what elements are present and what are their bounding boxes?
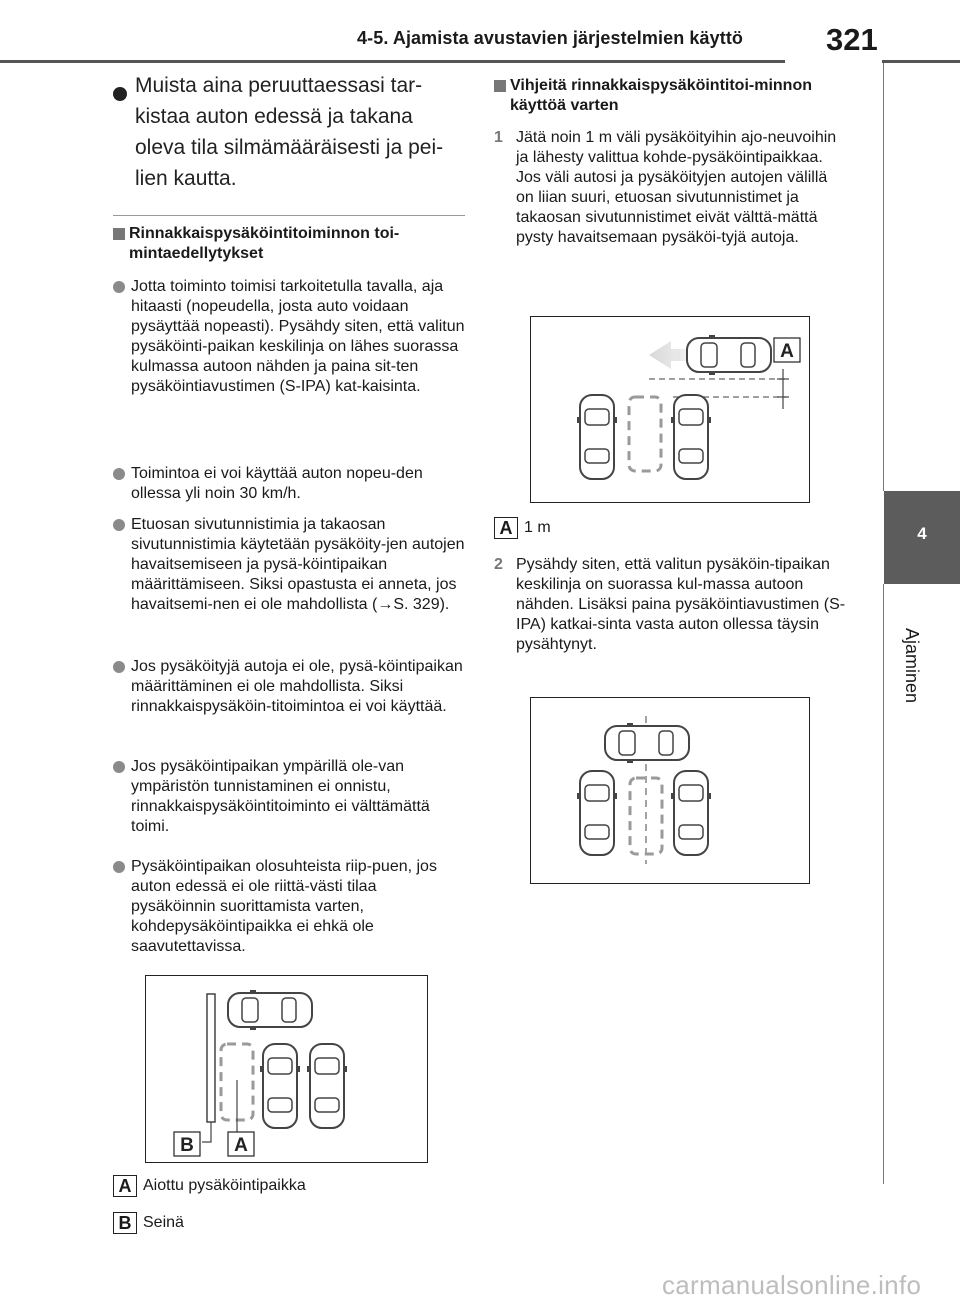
list-item: Jos pysäköintipaikan ympärillä ole-van ympäristön tunnistaminen ei onnistu, rinnakkaispysäköintitoiminto ei välttämättä toimi.	[113, 757, 465, 837]
divider	[113, 215, 465, 216]
figure-parking-wall	[145, 975, 428, 1163]
legend-key: B	[113, 1212, 137, 1234]
page-header	[0, 0, 960, 72]
perpendicular-illustration	[531, 698, 809, 883]
bullet-dot-icon	[113, 761, 125, 773]
parked-car	[307, 1044, 347, 1128]
list-item: Pysäköintipaikan olosuhteista riip-puen, jos auton edessä ei ole riittä-västi tilaa pysäköinnin suorittamista varten, kohdepysäköintipaikka ei ehkä ole saavutettavissa.	[113, 857, 465, 957]
target-space	[629, 397, 661, 471]
chapter-tab	[884, 491, 960, 584]
legend-key: A	[113, 1175, 137, 1197]
list-item: Toimintoa ei voi käyttää auton nopeu-den ollessa yli noin 30 km/h.	[113, 464, 465, 504]
step-number: 1	[494, 129, 503, 146]
distance-illustration	[531, 317, 809, 502]
parked-car	[577, 395, 617, 479]
step-number: 2	[494, 556, 503, 573]
bullet-dot-icon	[113, 861, 125, 873]
figure-perpendicular	[530, 697, 810, 884]
wall-shape	[207, 994, 215, 1122]
step-item	[494, 555, 849, 655]
legend-item	[113, 1175, 463, 1197]
label-b: B	[180, 1135, 194, 1156]
square-bullet-icon	[113, 228, 125, 240]
leader-line-b	[202, 1122, 211, 1142]
legend-text: Seinä	[143, 1214, 184, 1231]
bullet-dot-icon	[113, 281, 125, 293]
list-item: Etuosan sivutunnistimia ja takaosan sivutunnistimia käytetään pysäköity-jen autojen havaitsemiseen ja pysä-köintipaikan määrittämiseen. Siksi opastusta ei anneta, jos havaitsemi-nen ei ole mahdollista (→S. 329).	[113, 515, 465, 615]
step-text: Jätä noin 1 m väli pysäköityihin ajo-neuvoihin ja lähesty valittua kohde-pysäköintipaikkaa. Jos väli autosi ja pysäköityjen autojen välillä on liian suuri, etuosan sivutunnistimet ja takaosan sivutunnistimet eivät välttä-mättä pysty havaitsemaan pysäköi-tyjä autoja.	[516, 129, 837, 246]
intro-bullet	[113, 70, 468, 194]
legend-item	[494, 517, 834, 539]
own-car	[687, 335, 771, 375]
legend-text: Aiottu pysäköintipaikka	[143, 1177, 306, 1194]
legend-text: 1 m	[524, 519, 551, 536]
parked-car	[577, 771, 617, 855]
section-title: 4-5. Ajamista avustavien järjestelmien käyttö	[357, 28, 744, 48]
chapter-number: 4	[917, 524, 927, 543]
chapter-label: Ajaminen	[902, 628, 922, 704]
parking-illustration	[146, 976, 427, 1162]
legend-item	[113, 1212, 463, 1234]
label-a: A	[780, 341, 794, 362]
tips-heading: Vihjeitä rinnakkaispysäköintitoi-minnon käyttöä varten	[494, 76, 849, 116]
bullet-dot-icon	[113, 87, 127, 101]
bullet-dot-icon	[113, 468, 125, 480]
bullet-dot-icon	[113, 519, 125, 531]
figure-distance	[530, 316, 810, 503]
side-rule-bottom	[883, 584, 884, 1184]
parked-car	[671, 395, 711, 479]
step-text: Pysähdy siten, että valitun pysäköin-tipaikan keskilinja on suorassa kul-massa autoon nähden. Lisäksi paina pysäköintiavustimen (S-IPA) katkai-sinta vasta auton ollessa täysin pysähtynyt.	[516, 556, 846, 653]
parked-car	[671, 771, 711, 855]
step-item	[494, 128, 849, 248]
list-item: Jos pysäköityjä autoja ei ole, pysä-köintipaikan määrittäminen ei ole mahdollista. Siksi rinnakkaispysäköin-titoimintoa ei voi käyttää.	[113, 657, 465, 717]
parked-car	[260, 1044, 300, 1128]
bullet-dot-icon	[113, 661, 125, 673]
list-item: Jotta toiminto toimisi tarkoitetulla tavalla, aja hitaasti (nopeudella, josta auto voidaan pysäyttää nopeasti). Pysähdy siten, että valitun pysäköinti-paikan keskilinja on lähes suorassa kulmassa autoon nähden ja paina sit-ten pysäköintiavustimen (S-IPA) kat-kaisinta.	[113, 277, 465, 397]
header-rule-right	[882, 60, 960, 63]
header-rule	[0, 60, 785, 63]
own-car	[228, 990, 312, 1030]
square-bullet-icon	[494, 80, 506, 92]
side-rule-top	[883, 63, 884, 491]
watermark: carmanualsonline.info	[662, 1270, 922, 1300]
intro-bullet-text: Muista aina peruuttaessasi tar-kistaa auton edessä ja takana oleva tila silmämääräisesti ja pei-lien kautta.	[135, 74, 444, 190]
label-a: A	[234, 1135, 248, 1156]
own-car	[605, 723, 689, 763]
page-number: 321	[826, 22, 878, 57]
conditions-heading: Rinnakkaispysäköintitoiminnon toi-mintaedellytykset	[113, 224, 468, 264]
arrow-stripe	[676, 349, 680, 361]
legend-key: A	[494, 517, 518, 539]
